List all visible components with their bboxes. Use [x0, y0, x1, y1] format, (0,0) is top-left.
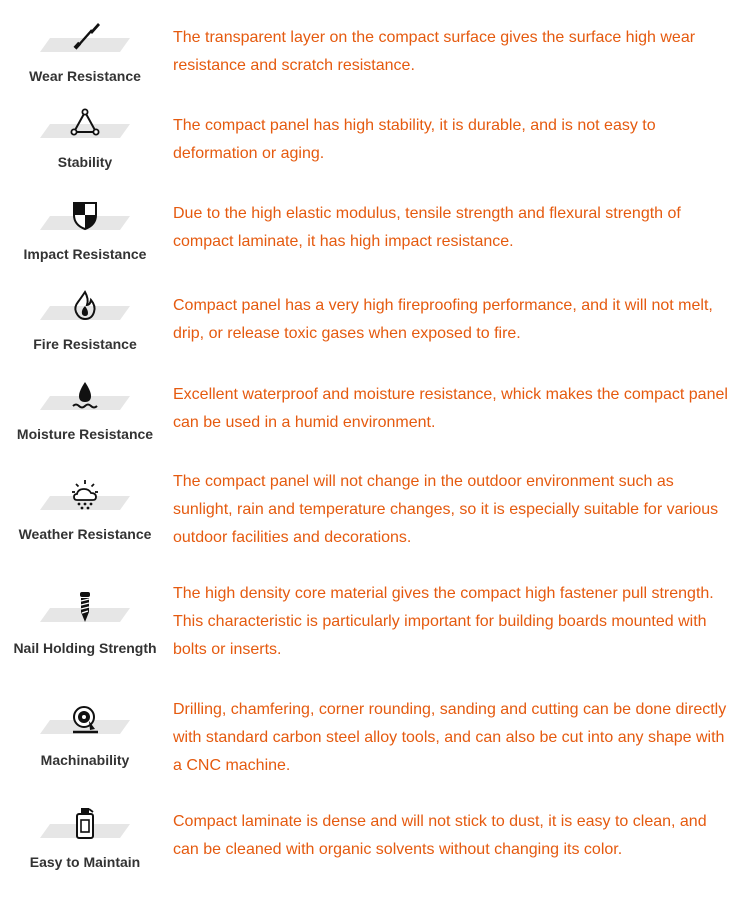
feature-description: Compact panel has a very high fireproofing performance, and it will not melt, drip, or release toxic gases when exposed to fire.	[173, 297, 713, 342]
feature-description: Drilling, chamfering, corner rounding, sanding and cutting can be done directly with standard carbon steel alloy tools, and can also be cut into any shape with a CNC machine.	[173, 701, 727, 774]
flame-icon	[68, 288, 102, 322]
triangle-icon	[68, 106, 102, 140]
feature-label: Machinability	[40, 752, 130, 768]
feature-label: Nail Holding Strength	[13, 640, 157, 656]
screw-icon	[68, 590, 102, 624]
feature-label: Stability	[57, 154, 113, 170]
shield-icon	[68, 198, 102, 232]
saw-blade-icon	[68, 702, 102, 736]
feature-description: Due to the high elastic modulus, tensile strength and flexural strength of compact laminate, it has high impact resistance.	[173, 205, 681, 250]
water-drop-icon	[68, 378, 102, 412]
feature-description: The compact panel will not change in the outdoor environment such as sunlight, rain and temperature changes, so it is especially suitable for various outdoor facilities and decorations.	[173, 473, 719, 546]
feature-description: The high density core material gives the compact high fastener pull strength. This characteristic is particularly important for building boards mounted with bolts or inserts.	[173, 585, 714, 658]
weather-icon	[68, 478, 102, 512]
feature-label: Easy to Maintain	[29, 854, 141, 870]
feature-label: Fire Resistance	[33, 336, 137, 352]
feature-description: Excellent waterproof and moisture resistance, whick makes the compact panel can be used in a humid environment.	[173, 386, 728, 431]
cleaning-bottle-icon	[68, 806, 102, 840]
blade-icon	[68, 20, 102, 54]
feature-label: Impact Resistance	[23, 246, 147, 262]
feature-label: Moisture Resistance	[16, 426, 154, 442]
feature-label: Weather Resistance	[18, 526, 152, 542]
feature-description: The transparent layer on the compact surface gives the surface high wear resistance and scratch resistance.	[173, 29, 696, 74]
feature-description: Compact laminate is dense and will not stick to dust, it is easy to clean, and can be cleaned with organic solvents without changing its color.	[173, 813, 707, 858]
feature-label: Wear Resistance	[29, 68, 141, 84]
feature-description: The compact panel has high stability, it is durable, and is not easy to deformation or aging.	[173, 117, 656, 162]
